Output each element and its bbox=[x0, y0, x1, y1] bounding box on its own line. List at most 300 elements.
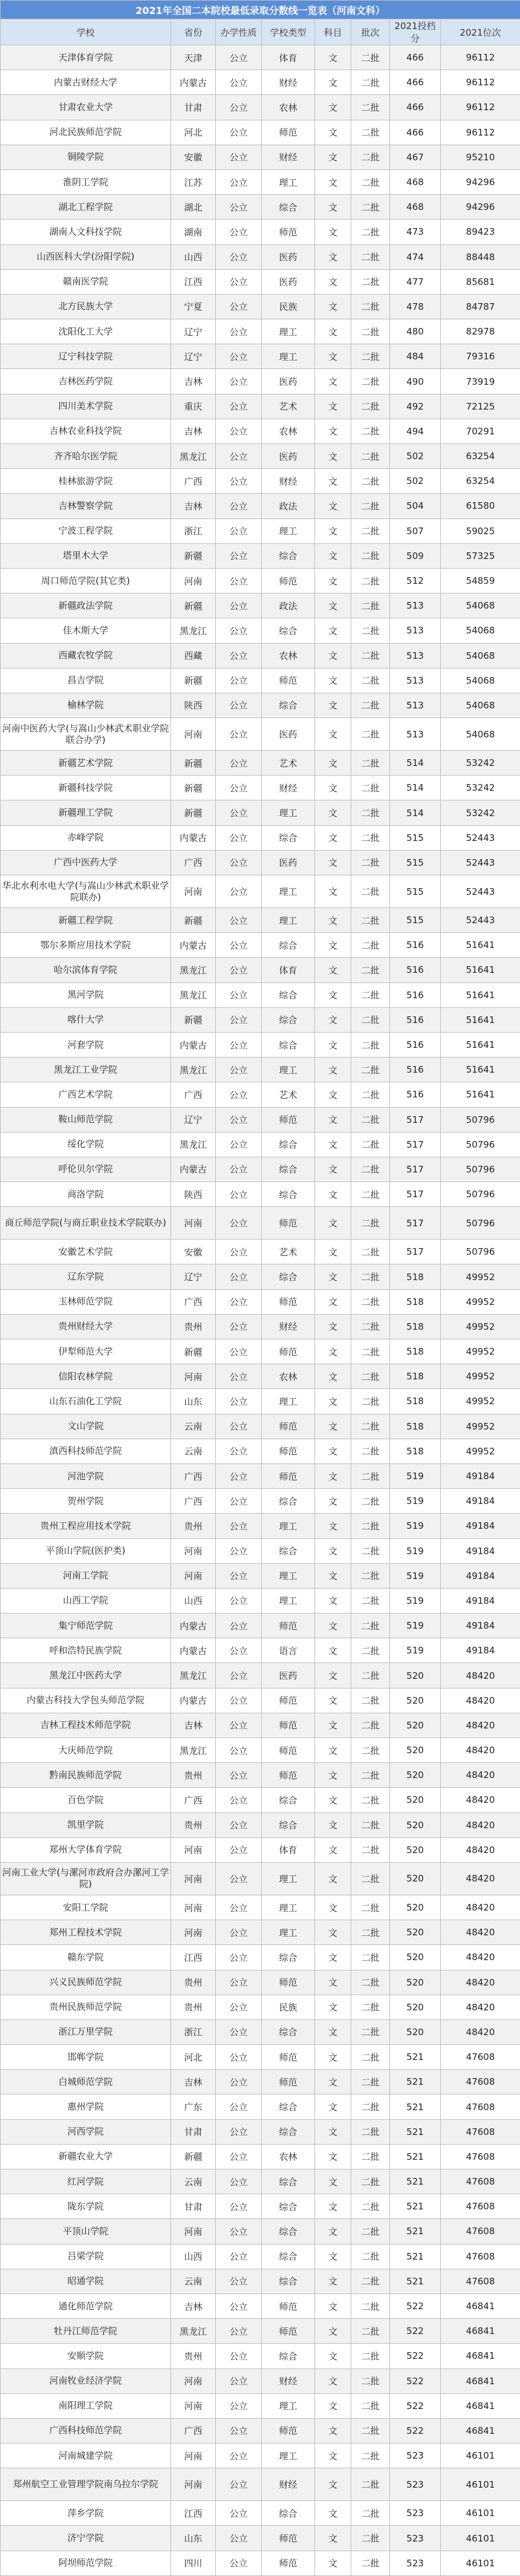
subject-cell: 文 bbox=[315, 1207, 351, 1240]
province-cell: 贵州 bbox=[171, 1314, 216, 1339]
school-name-cell: 陇东学院 bbox=[1, 2194, 171, 2219]
school-type-cell: 师范 bbox=[262, 1339, 315, 1364]
ownership-cell: 公立 bbox=[216, 70, 262, 95]
ownership-cell: 公立 bbox=[216, 2418, 262, 2443]
ownership-cell: 公立 bbox=[216, 419, 262, 443]
batch-cell: 二批 bbox=[351, 2319, 390, 2344]
score-2021-cell: 522 bbox=[390, 2368, 441, 2393]
ownership-cell: 公立 bbox=[216, 1240, 262, 1264]
ownership-cell: 公立 bbox=[216, 2194, 262, 2219]
subject-cell: 文 bbox=[315, 1439, 351, 1463]
school-name-cell: 鄂尔多斯应用技术学院 bbox=[1, 933, 171, 958]
score-2021-cell: 478 bbox=[390, 294, 441, 319]
ownership-cell: 公立 bbox=[216, 1514, 262, 1538]
batch-cell: 二批 bbox=[351, 220, 390, 244]
batch-cell: 二批 bbox=[351, 2019, 390, 2044]
ownership-cell: 公立 bbox=[216, 568, 262, 593]
batch-cell: 二批 bbox=[351, 1389, 390, 1414]
ownership-cell: 公立 bbox=[216, 244, 262, 269]
subject-cell: 文 bbox=[315, 1563, 351, 1588]
rank-2021-cell: 96112 bbox=[441, 70, 520, 95]
province-cell: 广西 bbox=[171, 1489, 216, 1514]
score-2021-cell: 521 bbox=[390, 2244, 441, 2269]
batch-cell: 二批 bbox=[351, 2393, 390, 2418]
school-name-cell: 滇西科技师范学院 bbox=[1, 1439, 171, 1463]
rank-2021-cell: 49184 bbox=[441, 1613, 520, 1638]
score-2021-cell: 516 bbox=[390, 1082, 441, 1107]
rank-2021-cell: 51641 bbox=[441, 1082, 520, 1107]
table-row bbox=[1, 244, 520, 269]
school-type-cell: 综合 bbox=[262, 1813, 315, 1837]
school-name-cell: 河西学院 bbox=[1, 2119, 171, 2144]
province-cell: 重庆 bbox=[171, 394, 216, 419]
subject-cell: 文 bbox=[315, 2418, 351, 2443]
subject-cell: 文 bbox=[315, 1638, 351, 1663]
province-cell: 河南 bbox=[171, 2219, 216, 2244]
school-name-cell: 赤峰学院 bbox=[1, 825, 171, 850]
school-type-cell: 综合 bbox=[262, 1007, 315, 1032]
province-cell: 山西 bbox=[171, 2244, 216, 2269]
subject-cell: 文 bbox=[315, 982, 351, 1007]
table-row bbox=[1, 1082, 520, 1107]
batch-cell: 二批 bbox=[351, 319, 390, 344]
school-type-cell: 政法 bbox=[262, 494, 315, 518]
rank-2021-cell: 84787 bbox=[441, 294, 520, 319]
batch-cell: 二批 bbox=[351, 1082, 390, 1107]
ownership-cell: 公立 bbox=[216, 1157, 262, 1182]
school-name-cell: 通化师范学院 bbox=[1, 2293, 171, 2318]
score-2021-cell: 513 bbox=[390, 718, 441, 751]
batch-cell: 二批 bbox=[351, 2169, 390, 2194]
school-type-cell: 财经 bbox=[262, 776, 315, 800]
batch-cell: 二批 bbox=[351, 825, 390, 850]
ownership-cell: 公立 bbox=[216, 2468, 262, 2501]
subject-cell: 文 bbox=[315, 933, 351, 958]
school-type-cell: 民族 bbox=[262, 1995, 315, 2019]
subject-cell: 文 bbox=[315, 2501, 351, 2526]
batch-cell: 二批 bbox=[351, 45, 390, 70]
school-name-cell: 哈尔滨体育学院 bbox=[1, 958, 171, 982]
rank-2021-cell: 50796 bbox=[441, 1107, 520, 1132]
school-name-cell: 郑州航空工业管理学院南乌拉尔学院 bbox=[1, 2468, 171, 2501]
ownership-cell: 公立 bbox=[216, 45, 262, 70]
school-type-cell: 综合 bbox=[262, 2119, 315, 2144]
school-name-cell: 浙江万里学院 bbox=[1, 2019, 171, 2044]
table-row bbox=[1, 1489, 520, 1514]
province-cell: 河北 bbox=[171, 120, 216, 145]
school-type-cell: 农林 bbox=[262, 95, 315, 120]
school-name-cell: 新疆科技学院 bbox=[1, 776, 171, 800]
rank-2021-cell: 94296 bbox=[441, 169, 520, 194]
rank-2021-cell: 94296 bbox=[441, 195, 520, 220]
rank-2021-cell: 49184 bbox=[441, 1463, 520, 1488]
school-name-cell: 黑龙江中医药大学 bbox=[1, 1663, 171, 1688]
score-2021-cell: 517 bbox=[390, 1207, 441, 1240]
score-2021-cell: 519 bbox=[390, 1538, 441, 1563]
school-type-cell: 理工 bbox=[262, 319, 315, 344]
batch-cell: 二批 bbox=[351, 369, 390, 394]
rank-2021-cell: 46101 bbox=[441, 2501, 520, 2526]
rank-2021-cell: 49952 bbox=[441, 1414, 520, 1439]
subject-cell: 文 bbox=[315, 518, 351, 543]
table-row bbox=[1, 1688, 520, 1713]
rank-2021-cell: 48420 bbox=[441, 1738, 520, 1763]
subject-cell: 文 bbox=[315, 1738, 351, 1763]
score-2021-cell: 517 bbox=[390, 1132, 441, 1157]
ownership-cell: 公立 bbox=[216, 693, 262, 718]
rank-2021-cell: 51641 bbox=[441, 1032, 520, 1057]
table-row bbox=[1, 2444, 520, 2468]
score-2021-cell: 518 bbox=[390, 1264, 441, 1289]
province-cell: 新疆 bbox=[171, 908, 216, 933]
school-name-cell: 淮阴工学院 bbox=[1, 169, 171, 194]
table-row bbox=[1, 1862, 520, 1895]
ownership-cell: 公立 bbox=[216, 145, 262, 169]
score-2021-cell: 516 bbox=[390, 933, 441, 958]
rank-2021-cell: 49184 bbox=[441, 1588, 520, 1613]
school-type-cell: 医药 bbox=[262, 1663, 315, 1688]
subject-cell: 文 bbox=[315, 1588, 351, 1613]
school-name-cell: 黑河学院 bbox=[1, 982, 171, 1007]
batch-cell: 二批 bbox=[351, 1613, 390, 1638]
score-2021-cell: 521 bbox=[390, 2169, 441, 2194]
school-name-cell: 牡丹江师范学院 bbox=[1, 2319, 171, 2344]
score-2021-cell: 513 bbox=[390, 693, 441, 718]
subject-cell: 文 bbox=[315, 1132, 351, 1157]
rank-2021-cell: 49952 bbox=[441, 1439, 520, 1463]
score-2021-cell: 518 bbox=[390, 1414, 441, 1439]
table-row bbox=[1, 1895, 520, 1920]
ownership-cell: 公立 bbox=[216, 1032, 262, 1057]
school-name-cell: 河南牧业经济学院 bbox=[1, 2368, 171, 2393]
school-name-cell: 内蒙古财经大学 bbox=[1, 70, 171, 95]
batch-cell: 二批 bbox=[351, 2194, 390, 2219]
table-row bbox=[1, 1663, 520, 1688]
batch-cell: 二批 bbox=[351, 469, 390, 494]
province-cell: 安徽 bbox=[171, 145, 216, 169]
subject-cell: 文 bbox=[315, 1945, 351, 1970]
table-row bbox=[1, 2319, 520, 2344]
subject-cell: 文 bbox=[315, 1489, 351, 1514]
ownership-cell: 公立 bbox=[216, 875, 262, 908]
table-row bbox=[1, 95, 520, 120]
ownership-cell: 公立 bbox=[216, 2444, 262, 2468]
school-name-cell: 桂林旅游学院 bbox=[1, 469, 171, 494]
subject-cell: 文 bbox=[315, 1663, 351, 1688]
rank-2021-cell: 48420 bbox=[441, 1813, 520, 1837]
table-row bbox=[1, 1058, 520, 1082]
school-name-cell: 阿坝师范学院 bbox=[1, 2551, 171, 2575]
ownership-cell: 公立 bbox=[216, 1132, 262, 1157]
column-header: 学校类型 bbox=[262, 19, 315, 45]
school-name-cell: 百色学院 bbox=[1, 1788, 171, 1813]
province-cell: 江苏 bbox=[171, 169, 216, 194]
ownership-cell: 公立 bbox=[216, 1788, 262, 1813]
rank-2021-cell: 47608 bbox=[441, 2144, 520, 2169]
province-cell: 新疆 bbox=[171, 593, 216, 618]
subject-cell: 文 bbox=[315, 1364, 351, 1389]
school-type-cell: 理工 bbox=[262, 1389, 315, 1414]
school-type-cell: 理工 bbox=[262, 800, 315, 825]
score-2021-cell: 494 bbox=[390, 419, 441, 443]
rank-2021-cell: 46101 bbox=[441, 2551, 520, 2575]
score-2021-cell: 520 bbox=[390, 2019, 441, 2044]
table-row bbox=[1, 618, 520, 643]
subject-cell: 文 bbox=[315, 1862, 351, 1895]
ownership-cell: 公立 bbox=[216, 593, 262, 618]
subject-cell: 文 bbox=[315, 958, 351, 982]
subject-cell: 文 bbox=[315, 825, 351, 850]
ownership-cell: 公立 bbox=[216, 220, 262, 244]
score-2021-cell: 515 bbox=[390, 825, 441, 850]
subject-cell: 文 bbox=[315, 169, 351, 194]
ownership-cell: 公立 bbox=[216, 1763, 262, 1788]
ownership-cell: 公立 bbox=[216, 1813, 262, 1837]
batch-cell: 二批 bbox=[351, 1638, 390, 1663]
school-type-cell: 财经 bbox=[262, 2368, 315, 2393]
subject-cell: 文 bbox=[315, 850, 351, 875]
rank-2021-cell: 49184 bbox=[441, 1538, 520, 1563]
subject-cell: 文 bbox=[315, 95, 351, 120]
subject-cell: 文 bbox=[315, 751, 351, 776]
table-row bbox=[1, 800, 520, 825]
ownership-cell: 公立 bbox=[216, 850, 262, 875]
school-type-cell: 理工 bbox=[262, 875, 315, 908]
school-name-cell: 贵州财经大学 bbox=[1, 1314, 171, 1339]
school-type-cell: 语言 bbox=[262, 1638, 315, 1663]
table-row bbox=[1, 1132, 520, 1157]
column-header: 办学性质 bbox=[216, 19, 262, 45]
school-name-cell: 商洛学院 bbox=[1, 1182, 171, 1207]
school-name-cell: 华北水利水电大学(与嵩山少林武术职业学院联办) bbox=[1, 875, 171, 908]
batch-cell: 二批 bbox=[351, 1157, 390, 1182]
score-2021-cell: 484 bbox=[390, 344, 441, 369]
province-cell: 黑龙江 bbox=[171, 958, 216, 982]
school-name-cell: 昌吉学院 bbox=[1, 668, 171, 693]
rank-2021-cell: 51641 bbox=[441, 1007, 520, 1032]
subject-cell: 文 bbox=[315, 800, 351, 825]
province-cell: 黑龙江 bbox=[171, 1663, 216, 1688]
school-type-cell: 财经 bbox=[262, 145, 315, 169]
school-name-cell: 赣东学院 bbox=[1, 1945, 171, 1970]
score-2021-cell: 518 bbox=[390, 1364, 441, 1389]
ownership-cell: 公立 bbox=[216, 1970, 262, 1995]
subject-cell: 文 bbox=[315, 1538, 351, 1563]
school-name-cell: 新疆理工学院 bbox=[1, 800, 171, 825]
score-2021-cell: 517 bbox=[390, 1107, 441, 1132]
table-row bbox=[1, 668, 520, 693]
subject-cell: 文 bbox=[315, 668, 351, 693]
subject-cell: 文 bbox=[315, 1182, 351, 1207]
subject-cell: 文 bbox=[315, 1339, 351, 1364]
school-name-cell: 四川美术学院 bbox=[1, 394, 171, 419]
batch-cell: 二批 bbox=[351, 776, 390, 800]
batch-cell: 二批 bbox=[351, 2293, 390, 2318]
score-2021-cell: 509 bbox=[390, 543, 441, 568]
ownership-cell: 公立 bbox=[216, 1058, 262, 1082]
table-row bbox=[1, 1182, 520, 1207]
ownership-cell: 公立 bbox=[216, 2344, 262, 2368]
score-2021-cell: 468 bbox=[390, 195, 441, 220]
school-type-cell: 医药 bbox=[262, 850, 315, 875]
score-2021-cell: 520 bbox=[390, 1995, 441, 2019]
subject-cell: 文 bbox=[315, 1058, 351, 1082]
ownership-cell: 公立 bbox=[216, 776, 262, 800]
rank-2021-cell: 48420 bbox=[441, 1837, 520, 1862]
batch-cell: 二批 bbox=[351, 1837, 390, 1862]
score-2021-cell: 523 bbox=[390, 2444, 441, 2468]
score-2021-cell: 517 bbox=[390, 1240, 441, 1264]
province-cell: 广西 bbox=[171, 1788, 216, 1813]
batch-cell: 二批 bbox=[351, 2269, 390, 2293]
batch-cell: 二批 bbox=[351, 1207, 390, 1240]
province-cell: 安徽 bbox=[171, 1240, 216, 1264]
score-2021-cell: 520 bbox=[390, 1713, 441, 1737]
subject-cell: 文 bbox=[315, 70, 351, 95]
score-2021-cell: 521 bbox=[390, 2219, 441, 2244]
batch-cell: 二批 bbox=[351, 593, 390, 618]
table-row bbox=[1, 2418, 520, 2443]
rank-2021-cell: 54068 bbox=[441, 643, 520, 668]
ownership-cell: 公立 bbox=[216, 120, 262, 145]
school-name-cell: 宁波工程学院 bbox=[1, 518, 171, 543]
rank-2021-cell: 50796 bbox=[441, 1157, 520, 1182]
school-name-cell: 安阳工学院 bbox=[1, 1895, 171, 1920]
school-type-cell: 综合 bbox=[262, 1132, 315, 1157]
batch-cell: 二批 bbox=[351, 543, 390, 568]
province-cell: 河南 bbox=[171, 1207, 216, 1240]
batch-cell: 二批 bbox=[351, 1032, 390, 1057]
table-row bbox=[1, 419, 520, 443]
rank-2021-cell: 59025 bbox=[441, 518, 520, 543]
school-type-cell: 师范 bbox=[262, 2293, 315, 2318]
ownership-cell: 公立 bbox=[216, 1289, 262, 1314]
score-2021-cell: 522 bbox=[390, 2418, 441, 2443]
school-type-cell: 师范 bbox=[262, 1414, 315, 1439]
school-type-cell: 师范 bbox=[262, 2070, 315, 2094]
batch-cell: 二批 bbox=[351, 2444, 390, 2468]
school-name-cell: 吉林农业科技学院 bbox=[1, 419, 171, 443]
subject-cell: 文 bbox=[315, 1032, 351, 1057]
rank-2021-cell: 96112 bbox=[441, 45, 520, 70]
ownership-cell: 公立 bbox=[216, 344, 262, 369]
school-name-cell: 齐齐哈尔医学院 bbox=[1, 444, 171, 469]
batch-cell: 二批 bbox=[351, 494, 390, 518]
score-2021-cell: 518 bbox=[390, 1339, 441, 1364]
score-2021-cell: 520 bbox=[390, 1920, 441, 1945]
ownership-cell: 公立 bbox=[216, 95, 262, 120]
school-type-cell: 师范 bbox=[262, 2319, 315, 2344]
score-2021-cell: 515 bbox=[390, 908, 441, 933]
batch-cell: 二批 bbox=[351, 269, 390, 294]
score-2021-cell: 520 bbox=[390, 1663, 441, 1688]
rank-2021-cell: 54859 bbox=[441, 568, 520, 593]
province-cell: 天津 bbox=[171, 45, 216, 70]
province-cell: 四川 bbox=[171, 2551, 216, 2575]
table-row bbox=[1, 875, 520, 908]
province-cell: 浙江 bbox=[171, 518, 216, 543]
school-name-cell: 辽东学院 bbox=[1, 1264, 171, 1289]
subject-cell: 文 bbox=[315, 2194, 351, 2219]
score-2021-cell: 522 bbox=[390, 2319, 441, 2344]
province-cell: 内蒙古 bbox=[171, 1032, 216, 1057]
school-name-cell: 湖北工程学院 bbox=[1, 195, 171, 220]
school-type-cell: 综合 bbox=[262, 1945, 315, 1970]
school-type-cell: 师范 bbox=[262, 1439, 315, 1463]
ownership-cell: 公立 bbox=[216, 618, 262, 643]
batch-cell: 二批 bbox=[351, 2551, 390, 2575]
rank-2021-cell: 46101 bbox=[441, 2444, 520, 2468]
score-2021-cell: 516 bbox=[390, 1058, 441, 1082]
ownership-cell: 公立 bbox=[216, 668, 262, 693]
school-type-cell: 综合 bbox=[262, 1157, 315, 1182]
province-cell: 内蒙古 bbox=[171, 70, 216, 95]
rank-2021-cell: 46841 bbox=[441, 2393, 520, 2418]
subject-cell: 文 bbox=[315, 2045, 351, 2070]
table-row bbox=[1, 1995, 520, 2019]
table-row bbox=[1, 1738, 520, 1763]
batch-cell: 二批 bbox=[351, 1314, 390, 1339]
province-cell: 吉林 bbox=[171, 494, 216, 518]
table-row bbox=[1, 2526, 520, 2551]
score-2021-cell: 518 bbox=[390, 1314, 441, 1339]
batch-cell: 二批 bbox=[351, 982, 390, 1007]
province-cell: 山西 bbox=[171, 244, 216, 269]
score-2021-cell: 521 bbox=[390, 2045, 441, 2070]
subject-cell: 文 bbox=[315, 269, 351, 294]
school-type-cell: 师范 bbox=[262, 1613, 315, 1638]
score-2021-cell: 516 bbox=[390, 982, 441, 1007]
rank-2021-cell: 48420 bbox=[441, 1920, 520, 1945]
ownership-cell: 公立 bbox=[216, 718, 262, 751]
rank-2021-cell: 48420 bbox=[441, 1895, 520, 1920]
school-name-cell: 红河学院 bbox=[1, 2169, 171, 2194]
ownership-cell: 公立 bbox=[216, 1920, 262, 1945]
school-type-cell: 师范 bbox=[262, 1763, 315, 1788]
province-cell: 新疆 bbox=[171, 2144, 216, 2169]
province-cell: 辽宁 bbox=[171, 1107, 216, 1132]
score-2021-cell: 518 bbox=[390, 1389, 441, 1414]
table-row bbox=[1, 825, 520, 850]
school-type-cell: 师范 bbox=[262, 1463, 315, 1488]
school-name-cell: 平顶山学院 bbox=[1, 2219, 171, 2244]
rank-2021-cell: 49952 bbox=[441, 1389, 520, 1414]
school-name-cell: 广西科技师范学院 bbox=[1, 2418, 171, 2443]
school-name-cell: 河池学院 bbox=[1, 1463, 171, 1488]
score-2021-cell: 521 bbox=[390, 2119, 441, 2144]
school-type-cell: 师范 bbox=[262, 668, 315, 693]
batch-cell: 二批 bbox=[351, 2368, 390, 2393]
province-cell: 甘肃 bbox=[171, 2119, 216, 2144]
school-name-cell: 河套学院 bbox=[1, 1032, 171, 1057]
ownership-cell: 公立 bbox=[216, 1945, 262, 1970]
batch-cell: 二批 bbox=[351, 419, 390, 443]
ownership-cell: 公立 bbox=[216, 1688, 262, 1713]
score-2021-cell: 514 bbox=[390, 751, 441, 776]
school-type-cell: 师范 bbox=[262, 568, 315, 593]
rank-2021-cell: 54068 bbox=[441, 693, 520, 718]
school-name-cell: 喀什大学 bbox=[1, 1007, 171, 1032]
school-name-cell: 平顶山学院(医护类) bbox=[1, 1538, 171, 1563]
province-cell: 内蒙古 bbox=[171, 1613, 216, 1638]
subject-cell: 文 bbox=[315, 2169, 351, 2194]
ownership-cell: 公立 bbox=[216, 1538, 262, 1563]
table-row bbox=[1, 269, 520, 294]
table-row bbox=[1, 294, 520, 319]
table-row bbox=[1, 518, 520, 543]
batch-cell: 二批 bbox=[351, 169, 390, 194]
school-type-cell: 财经 bbox=[262, 2468, 315, 2501]
